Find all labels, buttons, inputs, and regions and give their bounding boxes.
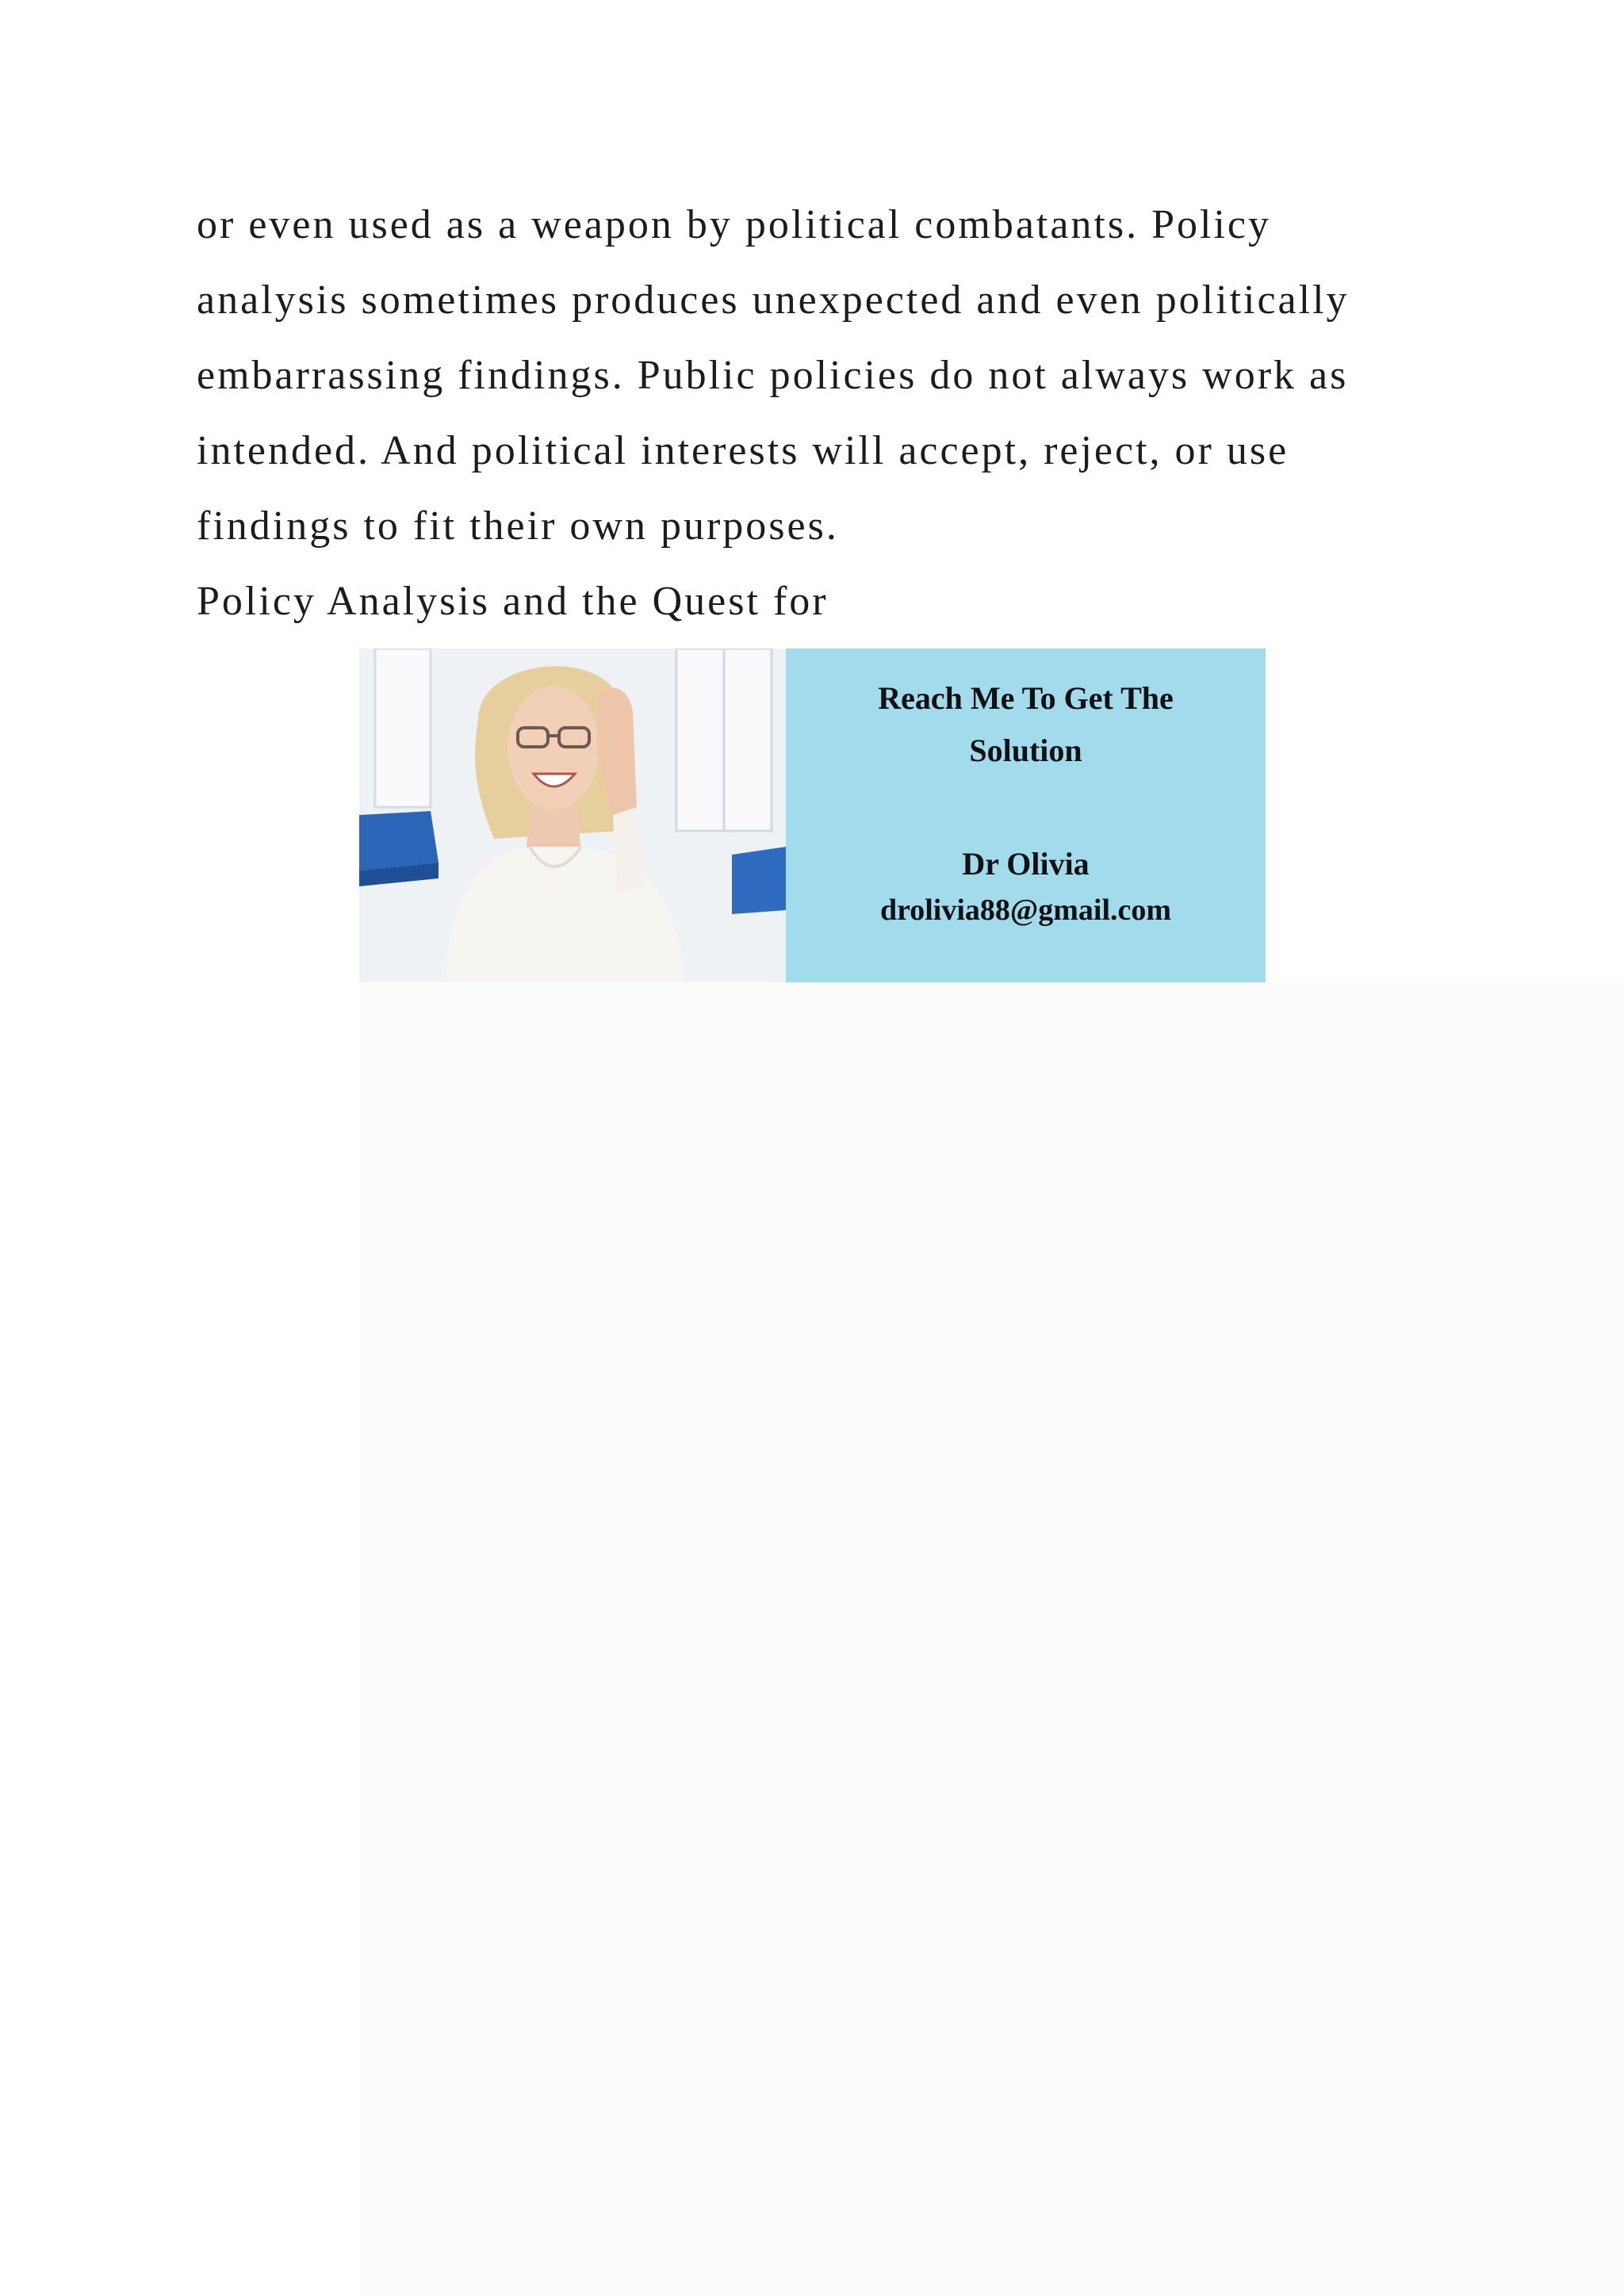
text-line: embarrassing findings. Public policies do not always work as xyxy=(197,353,1349,398)
woman-photo xyxy=(359,649,786,982)
text-line: findings to fit their own purposes. xyxy=(197,503,839,549)
text-line: or even used as a weapon by political combatants. Policy xyxy=(197,202,1272,247)
contact-heading: Reach Me To Get The Solution xyxy=(878,680,1174,768)
contact-panel xyxy=(786,649,1266,982)
blank-area xyxy=(359,982,1624,2296)
contact-email[interactable]: drolivia88@gmail.com xyxy=(879,894,1172,927)
woman-illustration xyxy=(359,649,786,982)
body-text xyxy=(197,187,1434,639)
contact-banner xyxy=(359,649,1266,982)
contact-name: Dr Olivia xyxy=(962,846,1090,882)
text-line: analysis sometimes produces unexpected and even politically xyxy=(197,277,1350,323)
section-heading: Policy Analysis and the Quest for xyxy=(197,579,829,624)
text-line: intended. And political interests will accept, reject, or use xyxy=(197,428,1289,473)
